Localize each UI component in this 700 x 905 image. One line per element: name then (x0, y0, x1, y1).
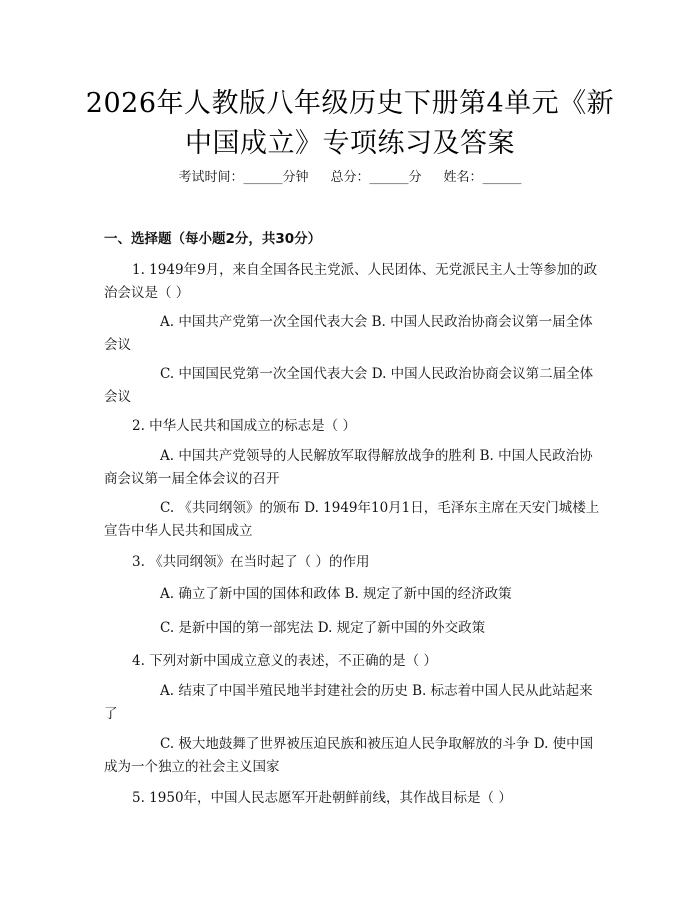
exam-time-label: 考试时间：______分钟 (178, 170, 309, 185)
page-title-line-2: 中国成立》专项练习及答案 (185, 128, 515, 159)
question-stem: 5. 1950年，中国人民志愿军开赴朝鲜前线，其作战目标是（ ） (132, 790, 512, 806)
question-option-line: A. 中国共产党第一次全国代表大会 B. 中国人民政治协商会议第一届全体会议 (104, 314, 593, 353)
question-stem: 4. 下列对新中国成立意义的表述，不正确的是（ ） (132, 653, 437, 669)
question-stem: 1. 1949年9月，来自全国各民主党派、人民团体、无党派民主人士等参加的政治会议是（ ） (104, 262, 598, 301)
total-score-label: 总分：______分 (330, 170, 422, 185)
exam-meta (0, 168, 700, 188)
question-option-line: C. 中国国民党第一次全国代表大会 D. 中国人民政治协商会议第二届全体会议 (104, 366, 594, 405)
question-option-line: A. 确立了新中国的国体和政体 B. 规定了新中国的经济政策 (160, 586, 512, 602)
page-title-line-1: 2026年人教版八年级历史下册第4单元《新 (85, 88, 615, 119)
question-option-line: C. 极大地鼓舞了世界被压迫民族和被压迫人民争取解放的斗争 D. 使中国成为一个独立的社会主义国家 (104, 736, 594, 775)
student-name-label: 姓名：______ (443, 170, 522, 185)
question-option-line: A. 中国共产党领导的人民解放军取得解放战争的胜利 B. 中国人民政治协商会议第一届全体会议的召开 (104, 448, 593, 487)
question-option-line: C. 《共同纲领》的颁布 D. 1949年10月1日，毛泽东主席在天安门城楼上宣告中华人民共和国成立 (104, 500, 600, 539)
question-stem: 2. 中华人民共和国成立的标志是（ ） (132, 418, 356, 434)
question-option-line: C. 是新中国的第一部宪法 D. 规定了新中国的外交政策 (160, 620, 486, 636)
question-stem: 3. 《共同纲领》在当时起了（ ）的作用 (132, 554, 370, 570)
section-heading: 一、选择题（每小题2分，共30分） (104, 231, 322, 247)
question-option-line: A. 结束了中国半殖民地半封建社会的历史 B. 标志着中国人民从此站起来了 (104, 683, 593, 722)
